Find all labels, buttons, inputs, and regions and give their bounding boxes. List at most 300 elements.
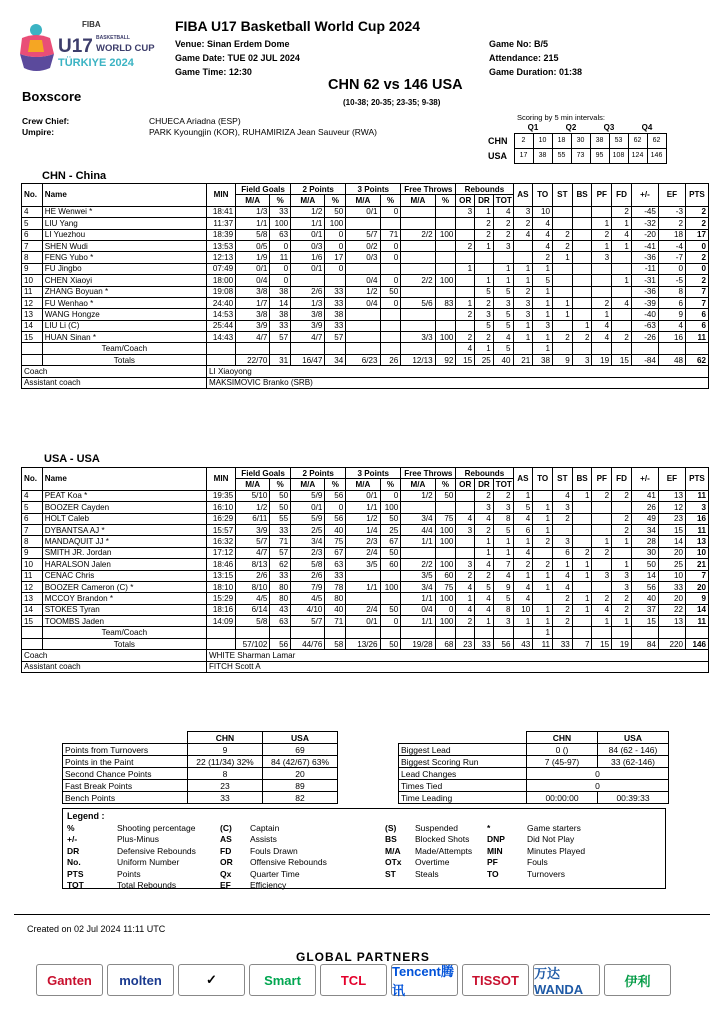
stat-cell: 1/1 (346, 502, 380, 513)
team-stat (456, 627, 475, 638)
stat-cell: 11 (685, 490, 708, 501)
stat-cell: 50 (325, 206, 346, 217)
stat-cell: 1/3 (236, 206, 270, 217)
header-as: AS (513, 468, 533, 491)
stat-cell: 3 (493, 297, 513, 308)
stat-cell: 9 (685, 593, 708, 604)
player-row (22, 559, 709, 570)
legend-row (67, 823, 661, 835)
stat-cell: 2 (475, 229, 494, 240)
legend-cell: DR (67, 845, 80, 856)
stat-cell: -4 (658, 240, 685, 251)
stat-cell: 80 (270, 593, 291, 604)
stat-cell: 5/9 (291, 490, 325, 501)
legend-cell: PF (487, 857, 498, 867)
team-stats-summary (62, 731, 338, 804)
usa-boxscore-table (21, 467, 709, 673)
summary-cell: Fast Break Points (63, 780, 188, 792)
legend-title: Legend : (67, 811, 105, 821)
stat-cell: 4 (493, 332, 513, 343)
total-stat: 40 (493, 354, 513, 365)
stat-cell: 1/9 (236, 252, 270, 263)
stat-cell: 6 (22, 229, 43, 240)
stat-cell (552, 206, 572, 217)
stat-cell (572, 513, 592, 524)
stat-cell: 4 (552, 581, 572, 592)
stat-cell: 5 (475, 320, 494, 331)
stat-cell: 3 (592, 570, 612, 581)
stat-cell: 30 (631, 547, 658, 558)
stat-cell: 9 (22, 547, 43, 558)
stat-cell: 1 (612, 559, 632, 570)
stat-cell: 1 (612, 240, 632, 251)
total-stat: -84 (631, 354, 658, 365)
stat-cell (475, 252, 494, 263)
stat-cell: 0 (380, 297, 401, 308)
stat-cell: 13 (685, 536, 708, 547)
stat-cell: BOOZER Cameron (C) * (42, 581, 206, 592)
player-row (22, 218, 709, 229)
stat-cell: 2/4 (346, 604, 380, 615)
stat-cell (456, 490, 475, 501)
header-to: TO (533, 184, 553, 207)
stat-cell: 55 (270, 513, 291, 524)
svg-text:U17: U17 (58, 36, 93, 57)
stat-cell: 28 (631, 536, 658, 547)
stat-cell: -45 (631, 206, 658, 217)
stat-cell (572, 616, 592, 627)
stat-cell: 49 (631, 513, 658, 524)
stat-cell: 1 (572, 559, 592, 570)
stat-cell: 2 (552, 240, 572, 251)
stat-cell: 15 (22, 332, 43, 343)
stat-cell (456, 218, 475, 229)
stat-cell (552, 320, 572, 331)
stat-cell: 4 (592, 604, 612, 615)
interval-table (488, 123, 667, 164)
total-stat: 43 (513, 638, 533, 649)
stat-cell: 1 (493, 547, 513, 558)
stat-cell: 20 (658, 593, 685, 604)
stat-cell: 1 (572, 570, 592, 581)
game-flow-summary (398, 731, 669, 804)
stat-cell: 80 (270, 581, 291, 592)
stat-cell: 14 (270, 297, 291, 308)
stat-cell: 2 (572, 332, 592, 343)
totals-row (22, 638, 709, 649)
stat-cell: HUAN Sinan * (42, 332, 206, 343)
stat-cell: 2 (475, 570, 494, 581)
stat-cell: MANDAQUIT JJ * (42, 536, 206, 547)
stat-cell: 2 (552, 616, 572, 627)
stat-cell: 11 (685, 616, 708, 627)
player-row (22, 616, 709, 627)
stat-cell: -32 (631, 218, 658, 229)
stat-cell: 2 (513, 286, 533, 297)
stat-cell: 1 (475, 275, 494, 286)
header-ma: M/A (236, 195, 270, 206)
total-stat: 26 (380, 354, 401, 365)
stat-cell: 4 (533, 229, 553, 240)
stat-cell: 62 (270, 559, 291, 570)
stat-cell: 1 (533, 502, 553, 513)
game-info-right (489, 37, 582, 79)
stat-cell: 4/7 (236, 547, 270, 558)
legend-cell: Steals (415, 868, 439, 879)
legend-cell: Turnovers (527, 868, 565, 879)
stat-cell: 0/1 (291, 263, 325, 274)
header-ft: Free Throws (401, 184, 456, 195)
header-pf: PF (592, 468, 612, 491)
stat-cell (401, 286, 435, 297)
stat-cell: 2 (475, 524, 494, 535)
stat-cell: 0 (685, 263, 708, 274)
stat-cell: -36 (631, 252, 658, 263)
stat-cell: 4 (592, 320, 612, 331)
header-dr: DR (475, 195, 494, 206)
stat-cell: 75 (435, 581, 456, 592)
interval-chn-7: 62 (628, 133, 647, 148)
summary-row (63, 792, 338, 804)
stat-cell: -26 (631, 332, 658, 343)
game-info-left (175, 37, 300, 79)
stat-cell (572, 286, 592, 297)
total-stat: 48 (658, 354, 685, 365)
stat-cell (533, 490, 553, 501)
stat-cell: 83 (435, 297, 456, 308)
stat-cell: -20 (631, 229, 658, 240)
stat-cell: 2 (552, 513, 572, 524)
legend-cell: Did Not Play (527, 834, 575, 844)
stat-cell (401, 218, 435, 229)
flow-cell: 84 (62 - 146) (598, 744, 669, 756)
stat-cell: 2 (513, 218, 533, 229)
stat-cell (592, 263, 612, 274)
stat-cell (612, 286, 632, 297)
stat-cell: 1 (592, 309, 612, 320)
interval-chn-6: 53 (609, 133, 628, 148)
stat-cell: 4 (552, 570, 572, 581)
total-stat: 220 (658, 638, 685, 649)
stat-cell: 8 (493, 513, 513, 524)
total-stat: 22/70 (236, 354, 270, 365)
flow-chn-header: CHN (527, 732, 598, 744)
sponsor-logo: TISSOT (462, 964, 529, 996)
stat-cell: 1 (533, 297, 553, 308)
header-bs: BS (572, 184, 592, 207)
stat-cell: 38 (325, 309, 346, 320)
stat-cell: 2 (592, 547, 612, 558)
stat-cell: 33 (270, 320, 291, 331)
coach-label: Coach (22, 650, 207, 661)
stat-cell: 18:39 (206, 229, 235, 240)
stat-cell: 0 (270, 275, 291, 286)
stat-cell: 4/5 (291, 593, 325, 604)
flow-row (399, 780, 669, 792)
stat-cell: 14 (631, 570, 658, 581)
header-pct: % (435, 195, 456, 206)
stat-cell: 1 (533, 570, 553, 581)
legend-cell: FD (220, 845, 232, 856)
total-stat: 16/47 (291, 354, 325, 365)
stat-cell: 2 (612, 604, 632, 615)
stat-cell: 12 (22, 581, 43, 592)
interval-usa-1: 17 (514, 148, 533, 163)
team-stat (513, 627, 533, 638)
stat-cell: 17 (325, 252, 346, 263)
stat-cell: 2/2 (401, 559, 435, 570)
stat-cell: 14 (22, 604, 43, 615)
header-st: ST (552, 468, 572, 491)
legend-cell: Captain (250, 822, 280, 833)
stat-cell: -63 (631, 320, 658, 331)
assistant-row (22, 377, 709, 388)
stat-cell: 3 (475, 309, 494, 320)
player-row (22, 490, 709, 501)
stat-cell: 57 (325, 332, 346, 343)
stat-cell (572, 297, 592, 308)
svg-text:TÜRKIYE 2024: TÜRKIYE 2024 (58, 57, 134, 69)
header-ma: M/A (291, 195, 325, 206)
stat-cell: 19:08 (206, 286, 235, 297)
assistant-name: FITCH Scott A (206, 661, 708, 672)
stat-cell: 2 (533, 536, 553, 547)
stat-cell: 1 (592, 536, 612, 547)
stat-cell (435, 252, 456, 263)
header-pct: % (380, 195, 401, 206)
stat-cell: 4 (513, 581, 533, 592)
legend-cell: +/- (67, 834, 78, 844)
stat-cell: 4 (456, 604, 475, 615)
stat-cell: 40 (325, 604, 346, 615)
stat-cell: 78 (325, 581, 346, 592)
stat-cell: 14 (22, 320, 43, 331)
team-stat (493, 627, 513, 638)
svg-text:FIBA: FIBA (82, 20, 101, 29)
sponsor-logo: Ganten (36, 964, 103, 996)
stat-cell: 1 (475, 616, 494, 627)
stat-cell: 7/9 (291, 581, 325, 592)
summary-row (63, 780, 338, 792)
legend-row (67, 846, 661, 858)
stat-cell: 33 (325, 320, 346, 331)
stat-cell (493, 252, 513, 263)
total-stat: 33 (475, 638, 494, 649)
stat-cell: 18 (658, 229, 685, 240)
coach-row (22, 366, 709, 377)
stat-cell: 1/6 (291, 252, 325, 263)
stat-cell: 2 (456, 309, 475, 320)
stat-cell: 1 (572, 490, 592, 501)
stat-cell: 40 (631, 593, 658, 604)
stat-cell: 1 (592, 616, 612, 627)
stat-cell: 5 (493, 309, 513, 320)
stat-cell: 2 (592, 490, 612, 501)
stat-cell: 25 (658, 559, 685, 570)
stat-cell: 0/4 (401, 604, 435, 615)
stat-cell: 0 (685, 240, 708, 251)
stat-cell: 38 (270, 309, 291, 320)
stat-cell (552, 524, 572, 535)
interval-usa-2: 38 (533, 148, 552, 163)
legend-cell: Made/Attempts (415, 845, 473, 856)
stat-cell (401, 252, 435, 263)
interval-chn-2: 10 (533, 133, 552, 148)
stat-cell: 16:29 (206, 513, 235, 524)
stat-cell: 11 (22, 570, 43, 581)
stat-cell: 37 (631, 604, 658, 615)
stat-cell (380, 593, 401, 604)
stat-cell: ZHANG Boyuan * (42, 286, 206, 297)
stat-cell: 4 (475, 593, 494, 604)
stat-cell (572, 309, 592, 320)
coach-name: LI Xiaoyong (206, 366, 708, 377)
stat-cell (533, 547, 553, 558)
stat-cell: 3/5 (401, 570, 435, 581)
stat-cell (401, 320, 435, 331)
total-stat: 3 (572, 354, 592, 365)
stat-cell: LIU Yang (42, 218, 206, 229)
stat-cell: 20 (658, 547, 685, 558)
summary-row (63, 756, 338, 768)
stat-cell: 1/1 (401, 616, 435, 627)
stat-cell: SMITH JR. Jordan (42, 547, 206, 558)
stat-cell: 1/1 (401, 593, 435, 604)
stat-cell: 1 (533, 263, 553, 274)
game-duration: Game Duration: 01:38 (489, 67, 583, 77)
stat-cell (435, 218, 456, 229)
stat-cell: 3 (533, 320, 553, 331)
header-pf: PF (592, 184, 612, 207)
summary-cell: 84 (42/67) 63% (263, 756, 338, 768)
interval-chn-4: 30 (571, 133, 590, 148)
sponsor-logo: Tencent腾讯 (391, 964, 458, 996)
stat-cell: LI Yuezhou (42, 229, 206, 240)
stat-cell: 4 (513, 547, 533, 558)
stat-cell: 2 (612, 513, 632, 524)
stat-cell: 50 (435, 490, 456, 501)
attendance: Attendance: 215 (489, 53, 559, 63)
total-stat: 84 (631, 638, 658, 649)
stat-cell: 7 (685, 570, 708, 581)
stat-cell: 3/8 (236, 286, 270, 297)
total-stat: 6/23 (346, 354, 380, 365)
page-title: FIBA U17 Basketball World Cup 2024 (175, 18, 421, 34)
stat-cell (346, 593, 380, 604)
total-stat: 38 (533, 354, 553, 365)
stat-cell: 26 (631, 502, 658, 513)
stat-cell: 2/3 (291, 547, 325, 558)
stat-cell: 4/7 (236, 332, 270, 343)
header-pts: PTS (685, 468, 708, 491)
stat-cell: 0/4 (236, 275, 270, 286)
stat-cell (572, 502, 592, 513)
stat-cell (572, 206, 592, 217)
stat-cell: 0 (325, 263, 346, 274)
stat-cell: 1 (513, 263, 533, 274)
header-ma: M/A (401, 195, 435, 206)
stat-cell: 4 (475, 559, 494, 570)
stat-cell: 1 (456, 593, 475, 604)
stat-cell: 4 (658, 320, 685, 331)
stat-cell: 2/6 (291, 570, 325, 581)
player-row (22, 570, 709, 581)
stat-cell: 50 (270, 502, 291, 513)
stat-cell: PEAT Koa * (42, 490, 206, 501)
header-ma: M/A (236, 479, 270, 490)
stat-cell: 57 (270, 547, 291, 558)
team-stat (475, 627, 494, 638)
stat-cell: 2 (612, 524, 632, 535)
stat-cell: 5 (493, 593, 513, 604)
team-stat: 1 (533, 343, 553, 354)
stat-cell: 1/2 (236, 502, 270, 513)
stat-cell: 2/6 (291, 286, 325, 297)
stat-cell: 1 (552, 252, 572, 263)
summary-cell: Second Chance Points (63, 768, 188, 780)
stat-cell: 2 (493, 490, 513, 501)
sponsor-logos (36, 964, 671, 996)
stat-cell: 14:43 (206, 332, 235, 343)
stat-cell: 2/6 (236, 570, 270, 581)
header-dr: DR (475, 479, 494, 490)
stat-cell: 3 (456, 206, 475, 217)
summary-cell: Points from Turnovers (63, 744, 188, 756)
stat-cell: 9 (658, 309, 685, 320)
stat-cell: CENAC Chris (42, 570, 206, 581)
team-coach-row (22, 343, 709, 354)
summary-row (63, 744, 338, 756)
svg-text:WORLD CUP: WORLD CUP (96, 43, 155, 54)
stat-cell (401, 240, 435, 251)
legend-cell: Qx (220, 868, 232, 879)
stat-cell: 0 (270, 240, 291, 251)
header-pct: % (435, 479, 456, 490)
stat-cell: 3/4 (401, 581, 435, 592)
stat-cell: 3 (456, 559, 475, 570)
stat-cell (513, 240, 533, 251)
stat-cell: 6 (658, 297, 685, 308)
stat-cell: 2 (493, 229, 513, 240)
stat-cell: 75 (435, 513, 456, 524)
interval-usa-3: 55 (552, 148, 571, 163)
stat-cell: 71 (270, 536, 291, 547)
stat-cell: 0 (325, 240, 346, 251)
sponsor-logo: ✓ (178, 964, 245, 996)
stat-cell: WANG Hongze (42, 309, 206, 320)
stat-cell: 1/2 (346, 286, 380, 297)
header-as: AS (513, 184, 533, 207)
stat-cell: 2 (475, 297, 494, 308)
legend-cell: Quarter Time (250, 868, 300, 879)
stat-cell: FU Jingbo (42, 263, 206, 274)
stat-cell: 16 (658, 332, 685, 343)
total-stat: 11 (533, 638, 553, 649)
stat-cell: 2 (552, 332, 572, 343)
total-stat: 31 (270, 354, 291, 365)
stat-cell: 2/3 (346, 536, 380, 547)
stat-cell: 15:29 (206, 593, 235, 604)
stat-cell (346, 332, 380, 343)
stat-cell: 0 (435, 604, 456, 615)
interval-chn-8: 62 (647, 133, 666, 148)
stat-cell: HE Wenwei * (42, 206, 206, 217)
stat-cell (456, 502, 475, 513)
summary-cell: 69 (263, 744, 338, 756)
player-row (22, 297, 709, 308)
officials (22, 116, 377, 138)
stat-cell: 2 (552, 229, 572, 240)
